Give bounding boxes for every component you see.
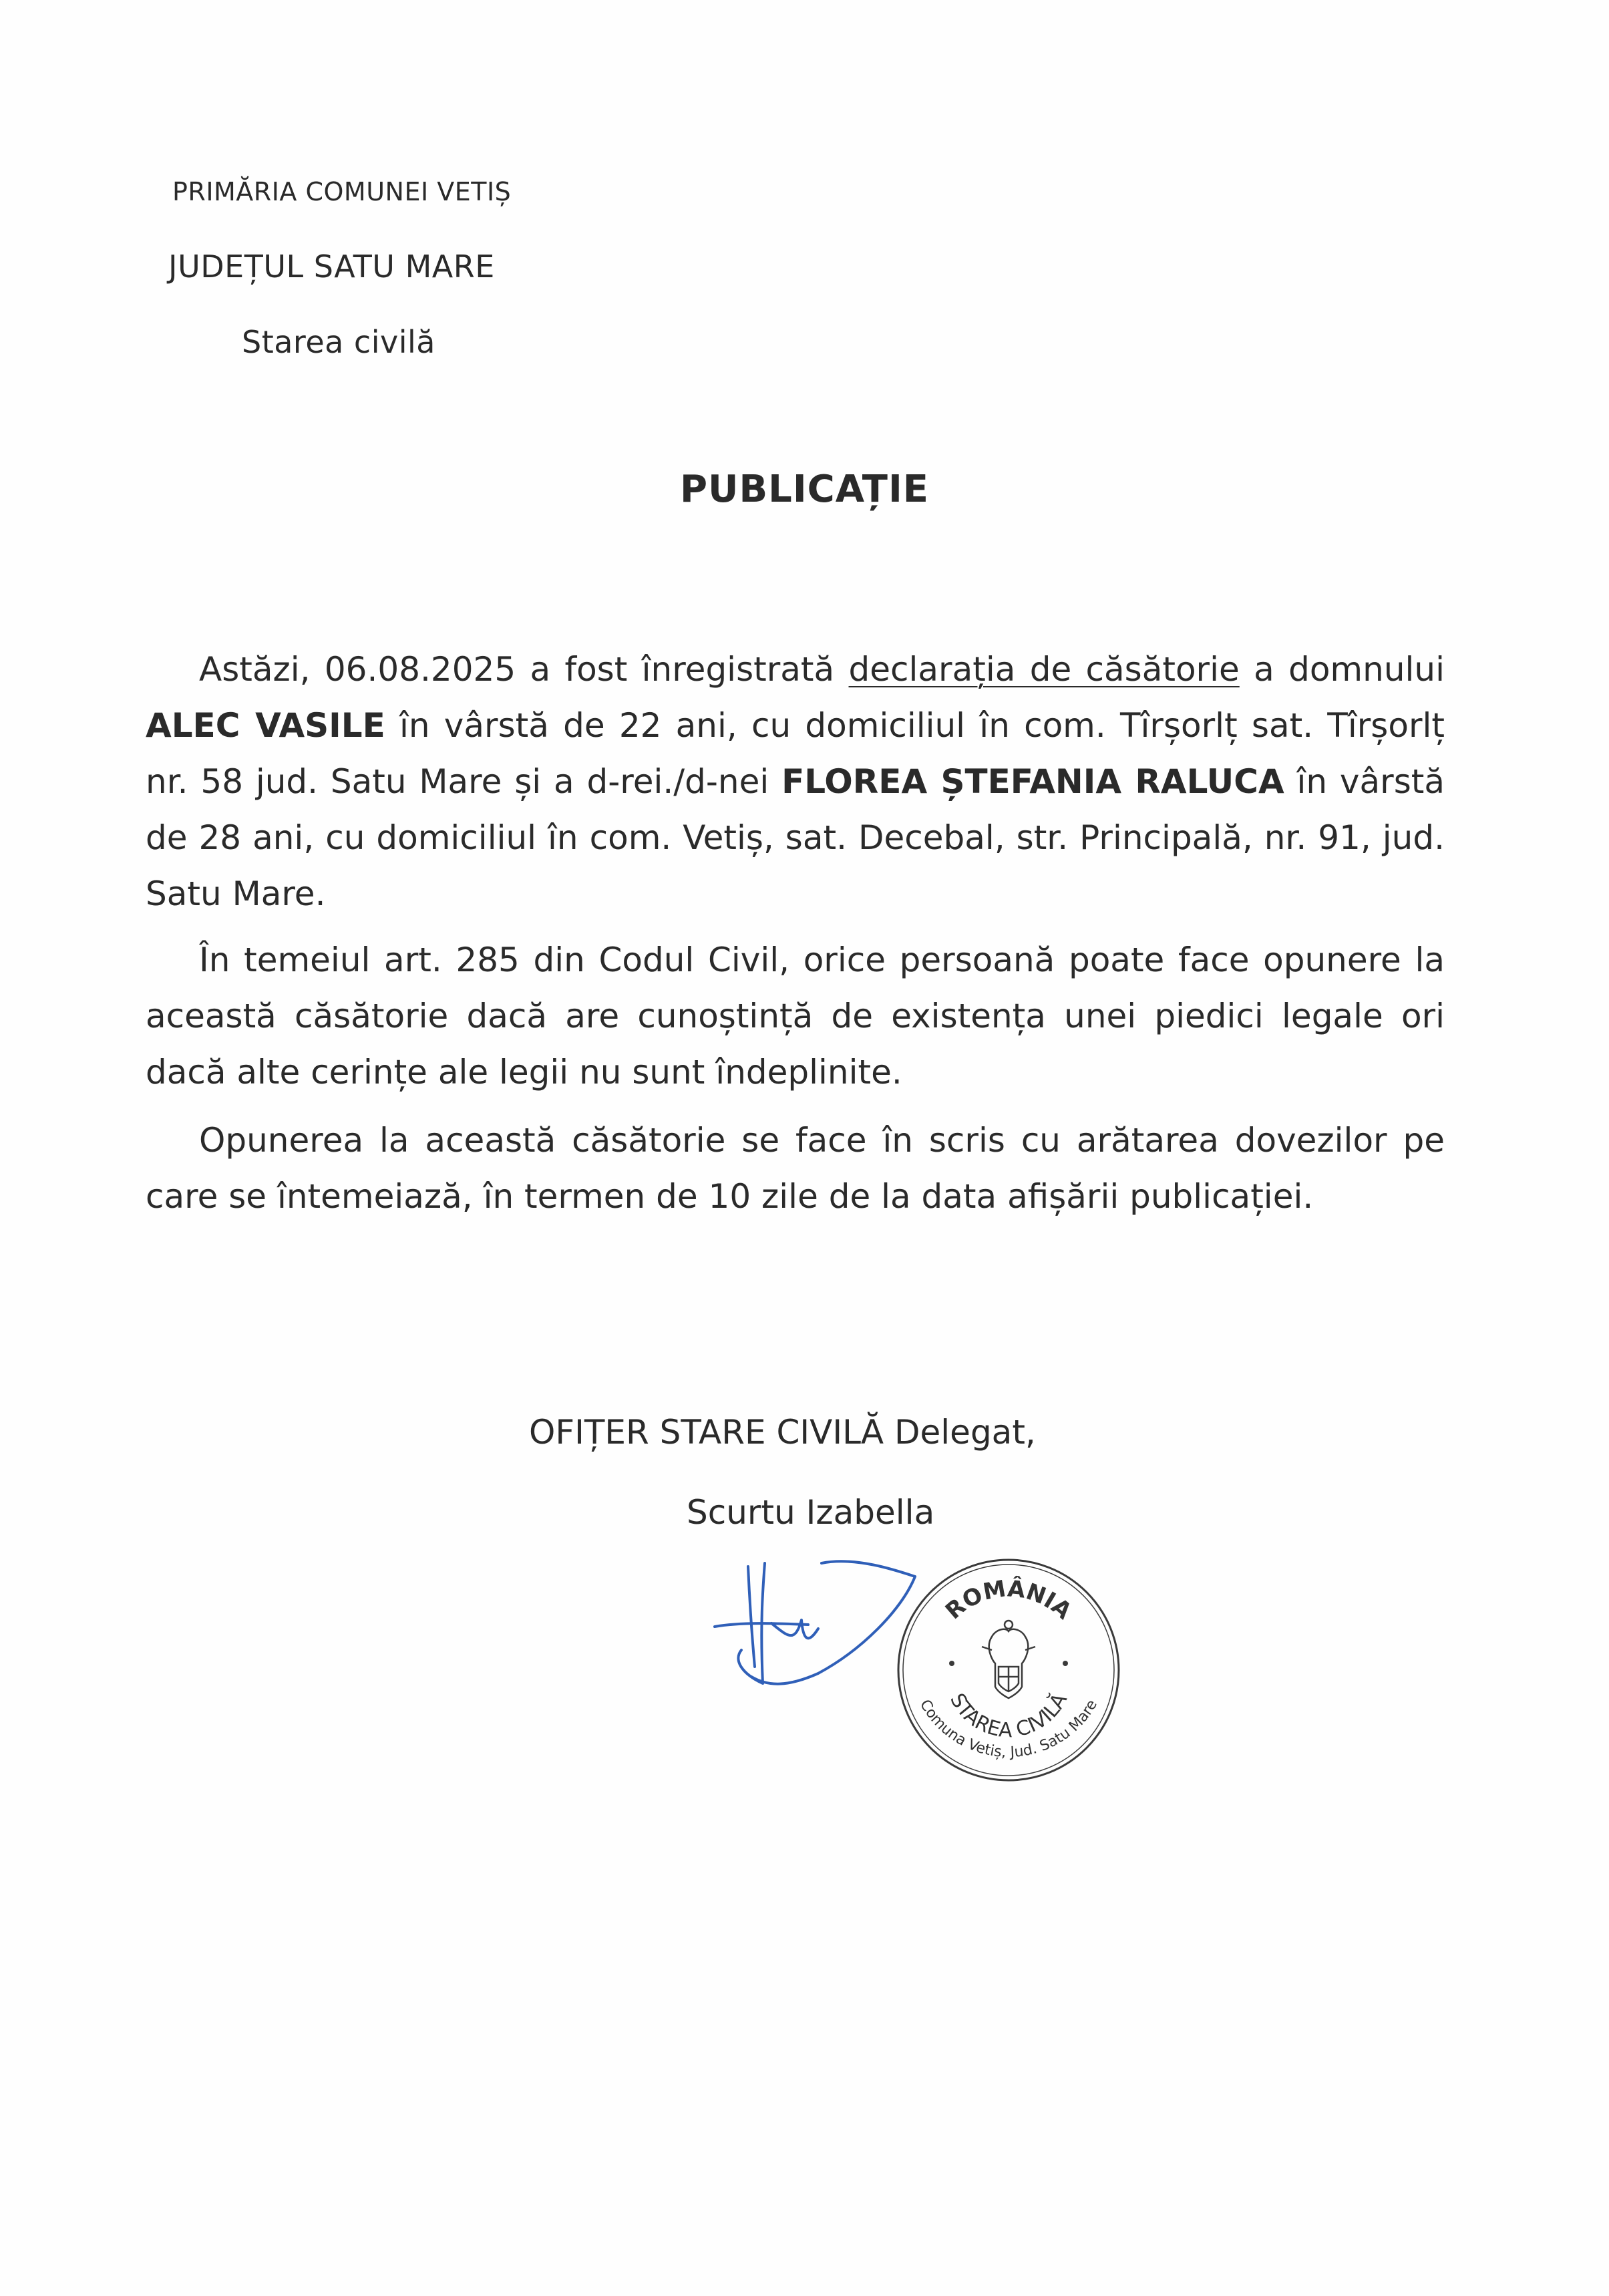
paragraph-opposition-text: Opunerea la această căsătorie se face în scris cu arătarea dovezilor pe care se întemeiază, în termen de 10 zile de la data afișării publicației.	[146, 1121, 1445, 1216]
document-title	[0, 468, 1609, 511]
stamp-middle-text: STAREA CIVILĂ	[945, 1689, 1072, 1743]
official-stamp	[888, 1550, 1129, 1790]
paragraph-legal-basis-text: În temeiul art. 285 din Codul Civil, orice persoană poate face opunere la această căsătorie dacă are cunoștință de existența unei piedici legale ori dacă alte cerințe ale legii nu sunt îndeplinite.	[146, 941, 1445, 1092]
p1-part1: Astăzi, 06.08.2025 a fost înregistrată	[199, 650, 849, 689]
paragraph-legal-basis	[146, 932, 1445, 1100]
p1-part2: a domnului	[1239, 650, 1445, 689]
groom-name: ALEC VASILE	[146, 706, 385, 745]
p1-part3: în vârstă de 22 ani, cu domiciliul în com. Tîrșorlț sat. Tîrșorlț nr. 58 jud. Satu Mare și a d-rei./d-nei	[146, 706, 1445, 801]
document-title-text: PUBLICAȚIE	[679, 468, 930, 511]
coat-of-arms-icon	[982, 1621, 1035, 1698]
header-county: JUDEȚUL SATU MARE	[168, 249, 495, 285]
stamp-outer-text: Comuna Vetiș, Jud. Satu Mare	[916, 1697, 1101, 1762]
paragraph-declaration-text	[146, 641, 1445, 922]
paragraph-opposition	[146, 1112, 1445, 1224]
declaration-link: declarația de căsătorie	[848, 650, 1240, 689]
stamp-top-text: ROMÂNIA	[940, 1575, 1077, 1625]
p1-part4: în vârstă de 28 ani, cu domiciliul în com. Vetiș, sat. Decebal, str. Principală, nr. 91, jud. Satu Mare.	[146, 762, 1445, 913]
officer-name: Scurtu Izabella	[687, 1493, 935, 1532]
header-department: Starea civilă	[242, 324, 435, 360]
header-institution: PRIMĂRIA COMUNEI VETIȘ	[172, 177, 512, 206]
paragraph-declaration	[146, 641, 1445, 922]
bride-name: FLOREA ȘTEFANIA RALUCA	[781, 762, 1284, 801]
officer-title: OFIȚER STARE CIVILĂ Delegat,	[529, 1413, 1036, 1452]
